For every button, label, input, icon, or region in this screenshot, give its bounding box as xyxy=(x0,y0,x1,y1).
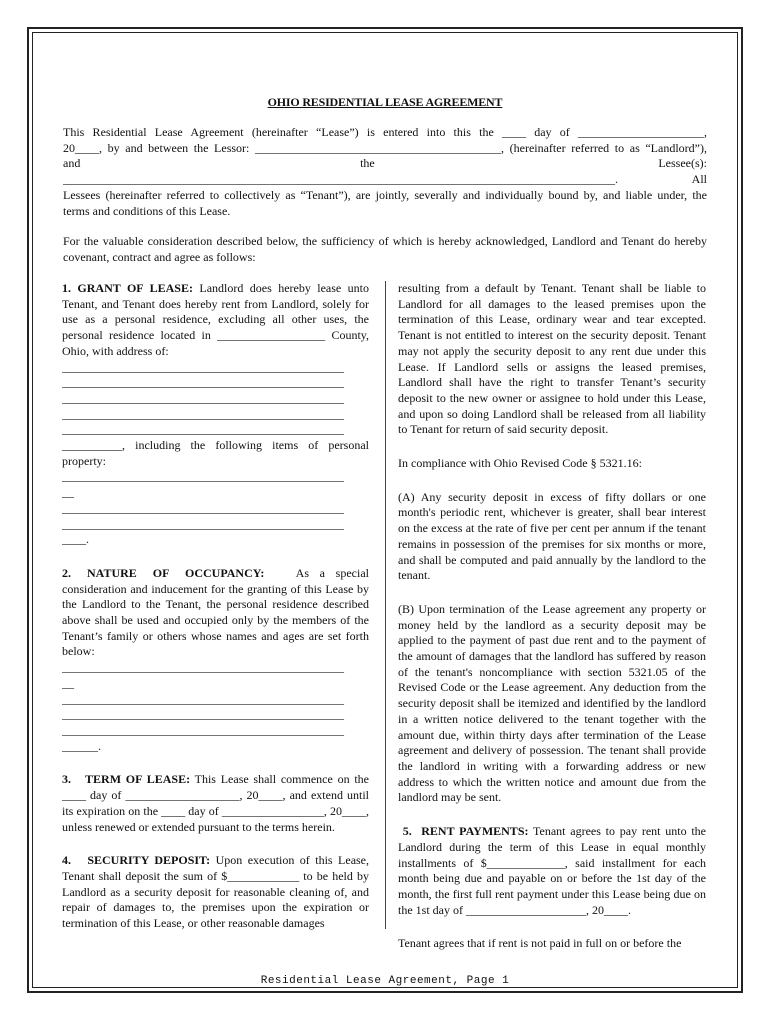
consideration-text: For the valuable consideration described below, the sufficiency of which is hereby acknowledged, Landlord and Tenant do hereby covenant, contract and agree as follows: xyxy=(63,234,707,264)
blank-line: _______________________________________________ xyxy=(62,500,344,515)
property-text: __________, including the following items of personal property: xyxy=(62,438,369,468)
blank-line: _______________________________________________ xyxy=(62,516,344,531)
section-rent xyxy=(398,824,706,918)
section-heading: 4. SECURITY DEPOSIT: xyxy=(62,853,211,868)
compliance-text: In compliance with Ohio Revised Code § 5321.16: xyxy=(398,456,642,471)
section-heading: 5. RENT PAYMENTS: xyxy=(398,824,529,839)
blank-line: _______________________________________________ xyxy=(62,375,344,390)
intro-line: terms and conditions of this Lease. xyxy=(63,203,231,218)
section-text: As a special consideration and inducement for the granting of this Lease by the Landlord to the Tenant, the personal residence described above shall be used and occupied only by the members of the Tenant’s family or others whose names and ages are set forth below: xyxy=(62,565,372,659)
clause-a: (A) Any security deposit in excess of fifty dollars or one month's periodic rent, whichever is greater, shall bear interest on the excess at the rate of five per cent per annum if the tenant remains in possession of the premises for six months or more, and shall be computed and paid annually by the landlord to the tenant. xyxy=(398,489,706,583)
right-column xyxy=(398,281,706,952)
blank-line: __ xyxy=(62,485,74,500)
section-text: Upon execution of this Lease, Tenant shall deposit the sum of $____________ to be held by Landlord as a security deposit for reasonable cleaning of, and repair of damages to, the premises upon the expiration or termination of this Lease, or other reasonable damages xyxy=(62,853,370,931)
section-grant xyxy=(62,281,369,360)
section-term xyxy=(62,772,369,835)
intro-line: and the Lessee(s): xyxy=(63,156,707,171)
blank-line: _______________________________________________ xyxy=(62,422,344,437)
blank-line: _______________________________________________ xyxy=(62,359,344,374)
left-column xyxy=(62,281,372,932)
section-text: Tenant agrees to pay rent unto the Landlord during the term of this Lease in equal monthly installments of $_____________, said installment for each month being due and payable on or before the 1st day of the month, the first full rent payment under this Lease being due on the 1st day of ____________________, 20____. xyxy=(398,824,707,917)
blank-line: _______________________________________________ xyxy=(62,390,344,405)
section-deposit xyxy=(62,853,369,932)
document-title: OHIO RESIDENTIAL LEASE AGREEMENT xyxy=(267,95,503,109)
section-occupancy xyxy=(62,565,372,660)
column-divider xyxy=(385,281,386,929)
blank-line: _______________________________________________ xyxy=(62,722,344,737)
intro-line: This Residential Lease Agreement (hereinafter “Lease”) is entered into this the ____ day of _____________________, xyxy=(63,125,707,139)
blank-line: __ xyxy=(62,675,74,690)
consideration-paragraph xyxy=(63,234,707,265)
section-heading: 3. TERM OF LEASE: xyxy=(62,772,191,787)
blank-line: ______. xyxy=(62,738,101,753)
section-text: This Lease shall commence on the ____ day of ___________________, 20____, and extend until its expiration on the ____ day of _________________, 20____, unless renewed or extended pursuant to the terms herein. xyxy=(62,772,369,834)
blank-line: _______________________________________________ xyxy=(62,691,344,706)
blank-line: _______________________________________________ xyxy=(62,707,344,722)
clause-b: (B) Upon termination of the Lease agreement any property or money held by the landlord as a security deposit may be applied to the payment of past due rent and to the payment of the amount of damages that the landlord has suffered by reason of the tenant's noncompliance with section 5321.05 of the Revised Code or the Lease agreement. Any deduction from the security deposit shall be itemized and identified by the landlord in a written notice delivered to the tenant together with the amount due, within thirty days after termination of the Lease agreement and delivery of possession. The tenant shall provide the landlord in writing with a forwarding address or new address to which the written notice and amount due from the landlord may be sent. xyxy=(398,601,706,805)
section-heading: 2. NATURE OF OCCUPANCY: xyxy=(62,565,265,580)
page-footer: Residential Lease Agreement, Page 1 xyxy=(260,975,510,987)
intro-line: ____________________________________________________________________________________________. All xyxy=(63,172,707,187)
deposit-continued: resulting from a default by Tenant. Tenant shall be liable to Landlord for all damages to the leased premises upon the termination of this Lease, ordinary wear and tear excepted. Tenant is not entitled to interest on the security deposit. Tenant may not apply the security deposit to any rent due under this Lease. If Landlord sells or assigns the leased premises, Landlord shall have the right to transfer Tenant’s security deposit to the new owner or assignee to hold under this Lease, and upon so doing Landlord shall be released from all liability to Tenant for return of said security deposit. xyxy=(398,281,706,437)
late-payment-text: Tenant agrees that if rent is not paid in full on or before the xyxy=(398,936,682,951)
intro-line: Lessees (hereinafter referred to collectively as “Tenant”), are jointly, severally and individually bound by, and liable under, the xyxy=(63,187,707,202)
blank-line: _______________________________________________ xyxy=(62,406,344,421)
intro-paragraph xyxy=(63,125,707,219)
blank-line: ____. xyxy=(62,532,89,547)
blank-line: _______________________________________________ xyxy=(62,469,344,484)
intro-line: 20____, by and between the Lessor: _________________________________________, (hereinafter referred to as “Landlord”), xyxy=(63,140,707,155)
blank-line: _______________________________________________ xyxy=(62,660,344,675)
section-heading: 1. GRANT OF LEASE: xyxy=(62,281,193,295)
section-text: Landlord does hereby lease unto Tenant, and Tenant does hereby rent from Landlord, solely for use as a personal residence, excluding all other uses, the personal residence located in __________________ County, Ohio, with address of: xyxy=(62,281,369,358)
